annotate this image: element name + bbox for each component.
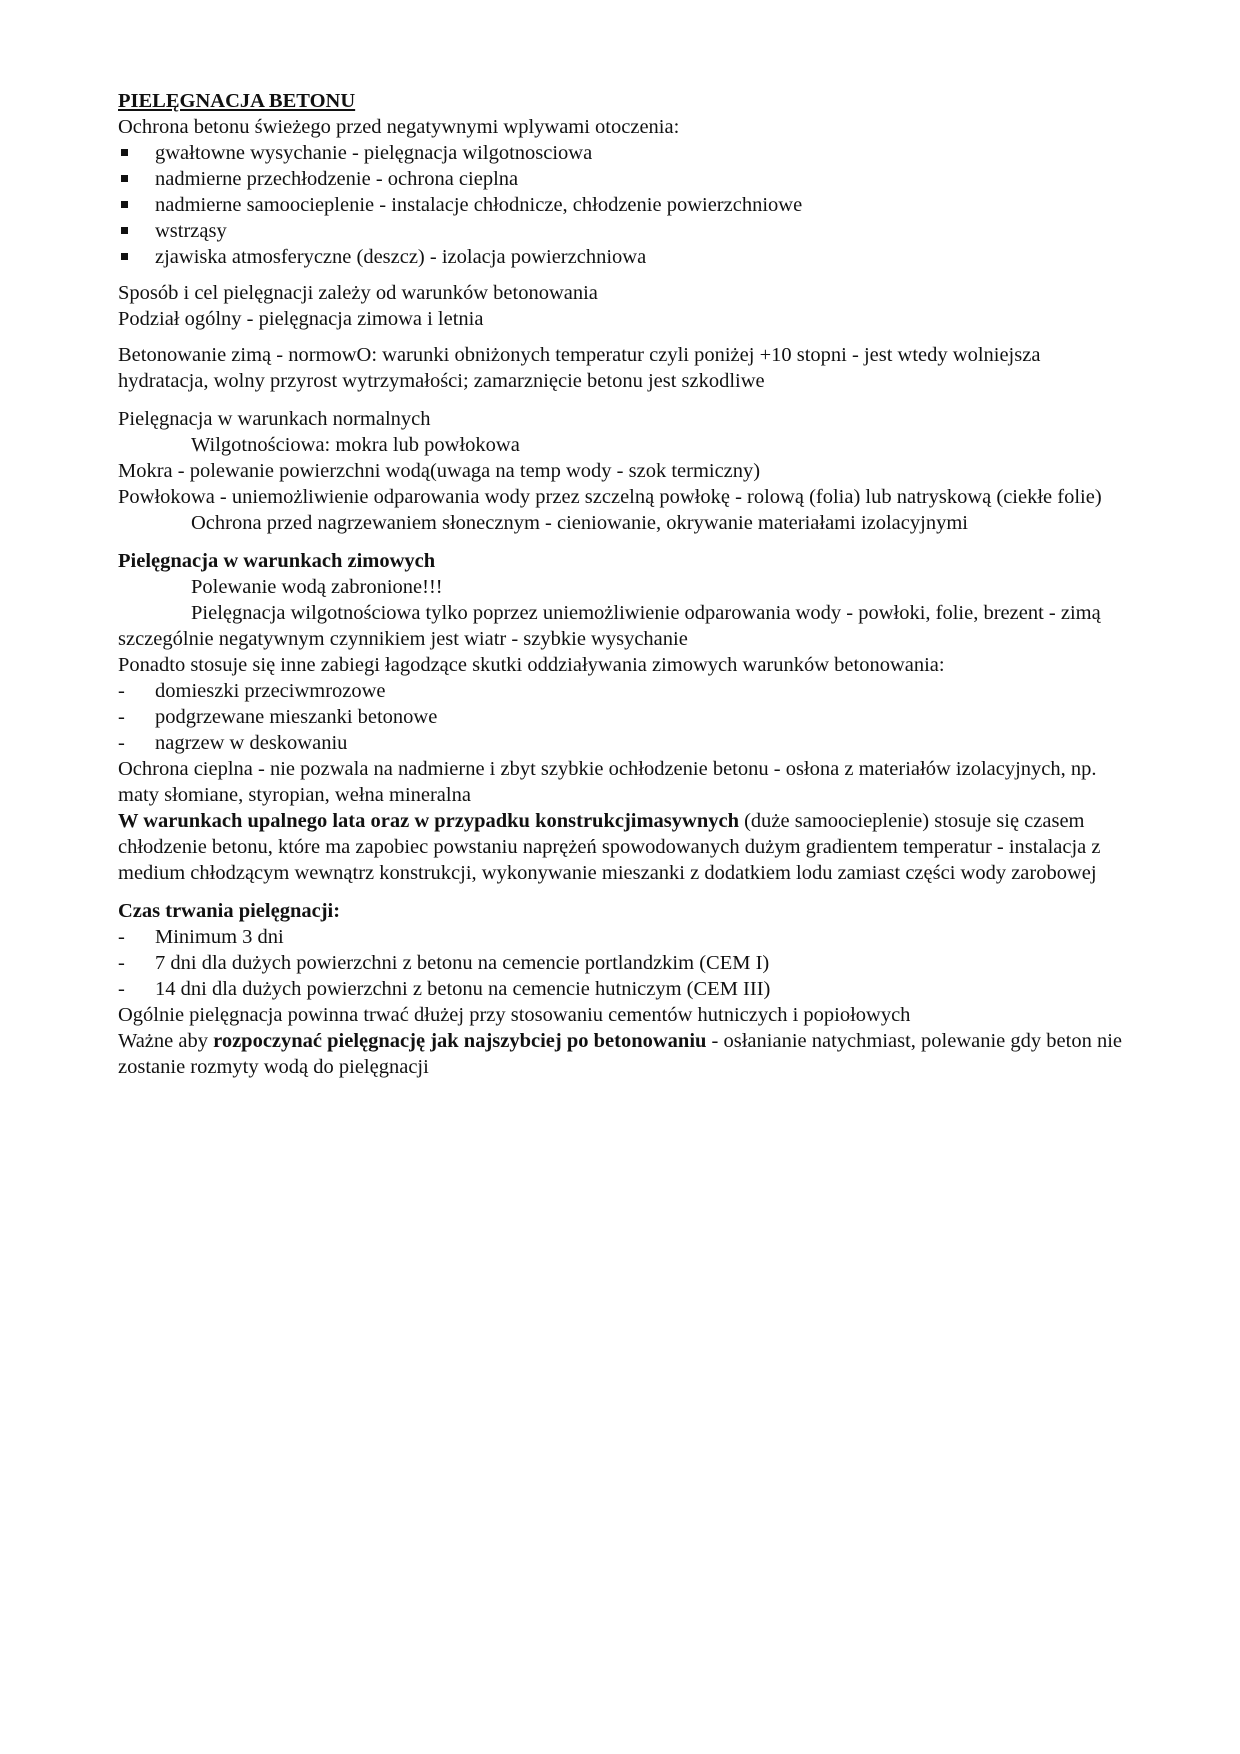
square-bullet-icon: [121, 175, 128, 182]
paragraph-winter-moisture: Pielęgnacja wilgotnościowa tylko poprzez uniemożliwienie odparowania wody - powłoki, folie, brezent - zimą szczególnie negatywnym czynnikiem jest wiatr - szybkie wysychanie: [118, 602, 1101, 650]
paragraph-general: Ogólnie pielęgnacja powinna trwać dłużej przy stosowaniu cementów hutniczych i popiołowych: [118, 1004, 911, 1026]
dash-marker: -: [118, 978, 125, 1000]
heading-winter: Pielęgnacja w warunkach zimowych: [118, 550, 436, 572]
paragraph-no-water: Polewanie wodą zabronione!!!: [191, 576, 443, 598]
square-bullet-icon: [121, 253, 128, 260]
dash-marker: -: [118, 706, 125, 728]
list-item: - nagrzew w deskowaniu: [118, 732, 348, 754]
heading-duration: Czas trwania pielęgnacji:: [118, 900, 341, 922]
list-item: wstrząsy: [118, 218, 1128, 244]
summer-rest: (duże samoocieplenie) stosuje się czasem chłodzenie betonu, które ma zapobiec powstaniu naprężeń spowodowanych dużym gradientem temperatur - instalacja z medium chłodzącym wewnątrz konstrukcji, wykonywanie mieszanki z dodatkiem lodu zamiast części wody zarobowej: [118, 810, 1101, 884]
paragraph-winter-other: Ponadto stosuje się inne zabiegi łagodzące skutki oddziaływania zimowych warunków betonowania:: [118, 654, 945, 676]
list-item: - domieszki przeciwmrozowe: [118, 680, 386, 702]
list-item: - 14 dni dla dużych powierzchni z betonu na cemencie hutniczym (CEM III): [118, 978, 771, 1000]
document-title: PIELĘGNACJA BETONU: [118, 90, 356, 112]
paragraph-sun: Ochrona przed nagrzewaniem słonecznym - cieniowanie, okrywanie materiałami izolacyjnymi: [191, 512, 968, 534]
paragraph-wet: Mokra - polewanie powierzchni wodą(uwaga na temp wody - szok termiczny): [118, 460, 761, 482]
dash-marker: -: [118, 732, 125, 754]
paragraph-thermal: Ochrona cieplna - nie pozwala na nadmierne i zbyt szybkie ochłodzenie betonu - osłona z materiałów izolacyjnych, np. maty słomiane, styropian, wełna mineralna: [118, 758, 1097, 806]
dash-marker: -: [118, 952, 125, 974]
dash-marker: -: [118, 926, 125, 948]
list-item: nadmierne przechłodzenie - ochrona cieplna: [118, 166, 1128, 192]
square-bullet-icon: [121, 227, 128, 234]
paragraph-summer: [118, 808, 1128, 886]
threats-list: [118, 140, 1128, 270]
important-bold: rozpoczynać pielęgnację jak najszybciej po betonowaniu: [213, 1030, 707, 1052]
square-bullet-icon: [121, 201, 128, 208]
paragraph-division: Podział ogólny - pielęgnacja zimowa i letnia: [118, 308, 484, 330]
summer-bold: W warunkach upalnego lata oraz w przypadku konstrukcjimasywnych: [118, 810, 739, 832]
paragraph-important: Ważne aby rozpoczynać pielęgnację jak najszybciej po betonowaniu - osłanianie natychmiast, polewanie gdy beton nie zostanie rozmyty wodą do pielęgnacji: [118, 1030, 1122, 1078]
intro-line: Ochrona betonu świeżego przed negatywnymi wplywami otoczenia:: [118, 116, 680, 138]
dash-marker: -: [118, 680, 125, 702]
square-bullet-icon: [121, 149, 128, 156]
paragraph-coating: Powłokowa - uniemożliwienie odparowania wody przez szczelną powłokę - rolową (folia) lub natryskową (ciekłe folie): [118, 486, 1102, 508]
list-item: zjawiska atmosferyczne (deszcz) - izolacja powierzchniowa: [118, 244, 1128, 270]
paragraph-moisture: Wilgotnościowa: mokra lub powłokowa: [191, 434, 520, 456]
winter-measures-list: [118, 678, 1128, 756]
heading-normal: Pielęgnacja w warunkach normalnych: [118, 408, 431, 430]
list-item: - Minimum 3 dni: [118, 926, 284, 948]
list-item: nadmierne samoocieplenie - instalacje chłodnicze, chłodzenie powierzchniowe: [118, 192, 1128, 218]
document-body: [118, 88, 1128, 1080]
list-item: - 7 dni dla dużych powierzchni z betonu na cemencie portlandzkim (CEM I): [118, 952, 770, 974]
list-item: gwałtowne wysychanie - pielęgnacja wilgotnosciowa: [118, 140, 1128, 166]
duration-list: [118, 924, 1128, 1002]
paragraph-winter-normowo: Betonowanie zimą - normowO: warunki obniżonych temperatur czyli poniżej +10 stopni - jest wtedy wolniejsza hydratacja, wolny przyrost wytrzymałości; zamarznięcie betonu jest szkodliwe: [118, 344, 1041, 392]
list-item: - podgrzewane mieszanki betonowe: [118, 706, 438, 728]
paragraph-method: Sposób i cel pielęgnacji zależy od warunków betonowania: [118, 282, 598, 304]
